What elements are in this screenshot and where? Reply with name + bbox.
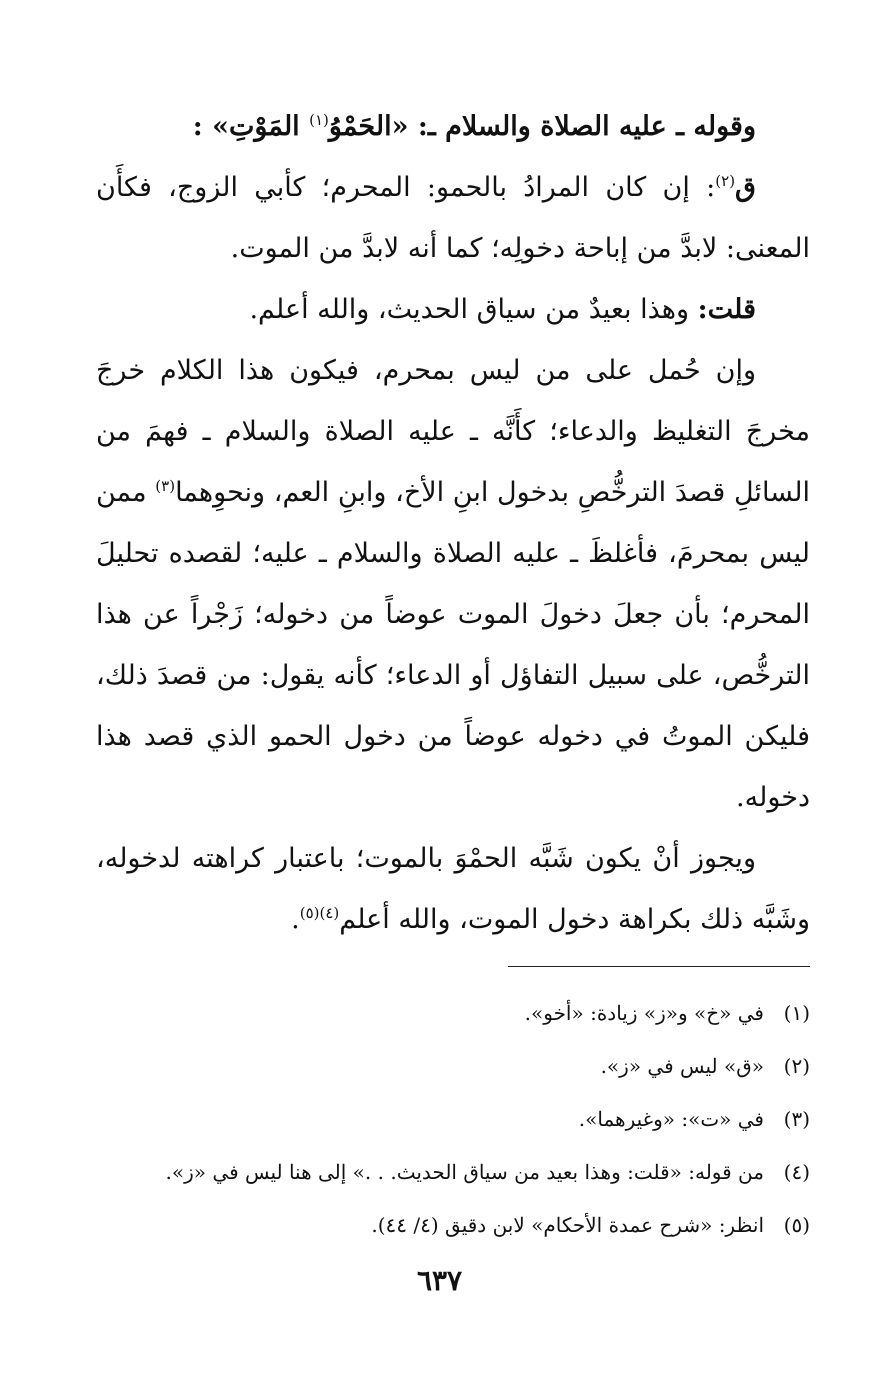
footnote-item	[96, 1146, 810, 1199]
hadith-rest: المَوْتِ» :	[192, 111, 310, 142]
footnote-text: «ق» ليس في «ز».	[600, 1054, 764, 1078]
qultu-label: قلت:	[697, 294, 756, 325]
paragraph-qultu	[96, 279, 810, 340]
footnote-number: (٢)	[783, 1054, 810, 1078]
paragraph-hadith-quote	[96, 96, 810, 157]
qaf-text: : إن كان المرادُ بالحمو: المحرم؛ كأبي الزوج، فكأَن المعنى: لابدَّ من إباحة دخولِه؛ كما أنه لابدَّ من الموت.	[96, 172, 810, 264]
footnote-number: (٤)	[783, 1160, 810, 1184]
explanation-text-1: وإن حُمل على من ليس بمحرم، فيكون هذا الكلام خرجَ مخرجَ التغليظ والدعاء؛ كأَنَّه ـ عليه الصلاة والسلام ـ فهمَ من السائلِ قصدَ الترخُّصِ بدخول ابنِ الأخ، وابنِ العم، ونحوِهما	[96, 355, 810, 508]
footnote-number: (٥)	[783, 1213, 810, 1237]
page-number: ٦٣٧	[416, 1264, 463, 1297]
footnote-text: في «ت»: «وغيرهما».	[578, 1107, 764, 1131]
paragraph-explanation	[96, 340, 810, 828]
footnote-text: من قوله: «قلت: وهذا بعيد من سياق الحديث. . .» إلى هنا ليس في «ز».	[165, 1160, 764, 1184]
alternative-text: ويجوز أنْ يكون شَبَّه الحمْوَ بالموت؛ باعتبار كراهته لدخوله، وشَبَّه ذلك بكراهة دخول الموت، والله أعلم	[96, 843, 810, 935]
footnote-item	[96, 1199, 810, 1252]
hadith-lead: وقوله ـ عليه الصلاة والسلام ـ: «الحَمْوُ	[328, 111, 756, 142]
footnote-text: في «خ» و«ز» زيادة: «أخو».	[524, 1001, 764, 1025]
footnote-number: (١)	[783, 1001, 810, 1025]
alternative-end: .	[291, 904, 300, 935]
paragraph-qaf	[96, 157, 810, 279]
footnote-number: (٣)	[783, 1107, 810, 1131]
paragraph-alternative	[96, 828, 810, 950]
footnote-ref-1: (١)	[309, 111, 329, 129]
footnote-separator	[508, 966, 810, 967]
explanation-text-2: ممن ليس بمحرمَ، فأغلظَ ـ عليه الصلاة والسلام ـ عليه؛ لقصده تحليلَ المحرم؛ بأن جعلَ دخولَ الموت عوضاً من دخوله؛ زَجْراً عن هذا الترخُّص، على سبيل التفاؤل أو الدعاء؛ كأنه يقول: من قصدَ ذلك، فليكن الموتُ في دخوله عوضاً من دخول الحمو الذي قصد هذا دخوله.	[96, 477, 810, 813]
footnote-ref-4-5: (٤)(٥)	[299, 904, 340, 922]
qultu-text: وهذا بعيدٌ من سياق الحديث، والله أعلم.	[249, 294, 698, 325]
footnote-ref-2: (٢)	[715, 172, 736, 190]
footnote-item	[96, 987, 810, 1040]
main-text	[96, 96, 810, 950]
footnote-item	[96, 1093, 810, 1146]
footnote-item	[96, 1040, 810, 1093]
footnotes	[96, 987, 810, 1252]
qaf-label: ق	[735, 172, 756, 203]
footnote-text: انظر: «شرح عمدة الأحكام» لابن دقيق (٤/ ٤٤).	[371, 1213, 764, 1237]
footnote-ref-3: (٣)	[155, 477, 176, 495]
